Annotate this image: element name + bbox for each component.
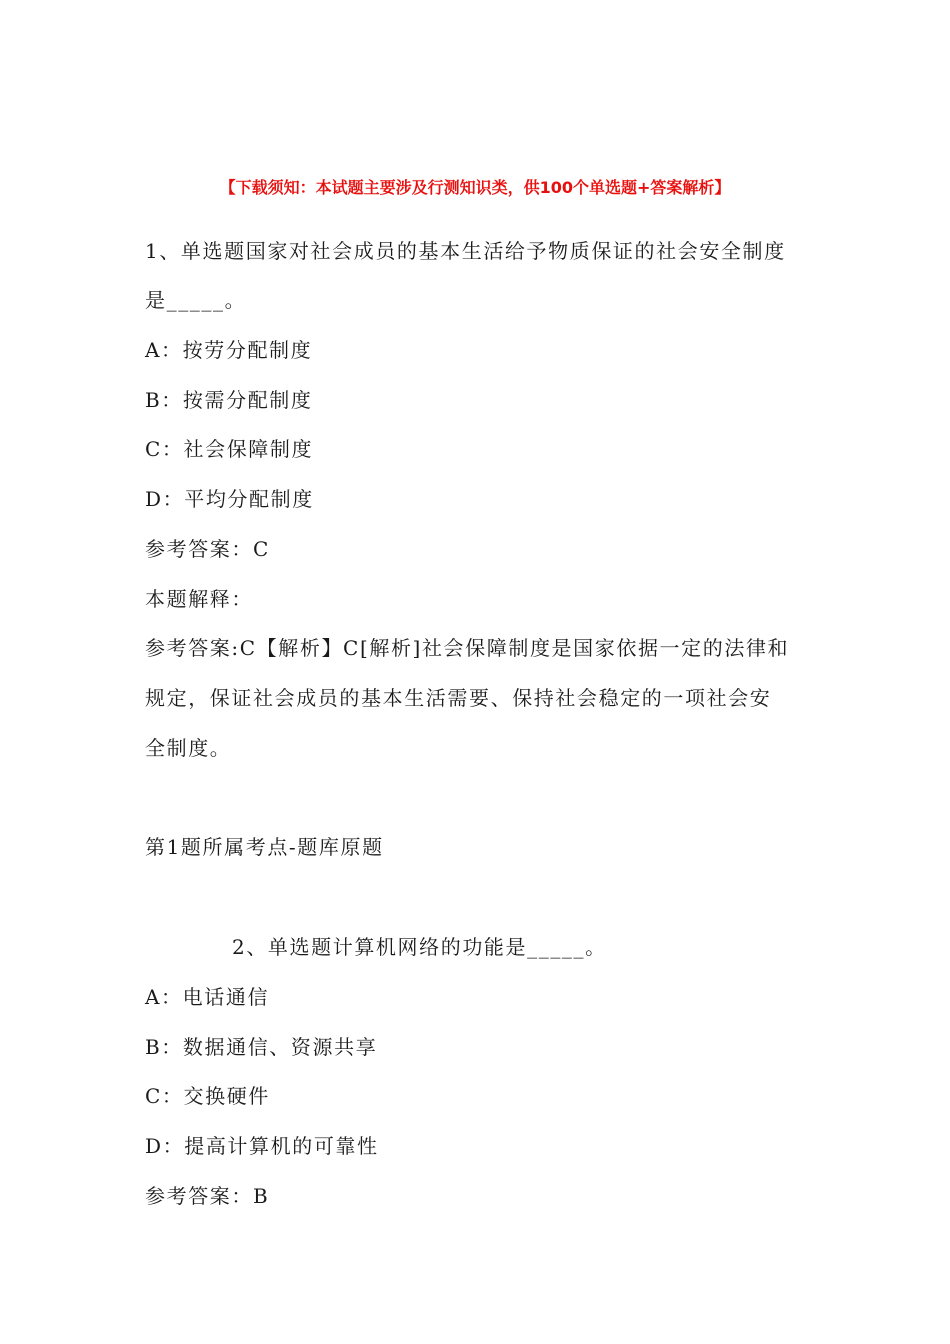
question-2-option-d: D：提高计算机的可靠性 bbox=[145, 1134, 379, 1158]
question-2-answer: 参考答案：B bbox=[145, 1184, 270, 1208]
question-1-explanation-line-1: 参考答案:C【解析】C[解析]社会保障制度是国家依据一定的法律和 bbox=[145, 636, 790, 660]
question-2-option-b: B：数据通信、资源共享 bbox=[145, 1035, 378, 1059]
download-notice: 【下载须知：本试题主要涉及行测知识类，供100个单选题+答案解析】 bbox=[219, 178, 731, 197]
question-1-explanation-line-3: 全制度。 bbox=[145, 736, 232, 760]
question-1-stem-line-2: 是_____。 bbox=[145, 288, 247, 312]
question-1-stem-line-1: 1、单选题国家对社会成员的基本生活给予物质保证的社会安全制度 bbox=[145, 239, 786, 263]
question-1-explanation-heading: 本题解释： bbox=[145, 587, 253, 611]
question-1-explanation-line-2: 规定，保证社会成员的基本生活需要、保持社会稳定的一项社会安 bbox=[145, 686, 772, 710]
question-1-option-d: D：平均分配制度 bbox=[145, 487, 314, 511]
question-1-option-c: C：社会保障制度 bbox=[145, 437, 314, 461]
question-2-option-a: A：电话通信 bbox=[145, 985, 270, 1009]
question-1-option-b: B：按需分配制度 bbox=[145, 388, 313, 412]
question-1-answer: 参考答案：C bbox=[145, 537, 270, 561]
question-1-topic: 第1题所属考点-题库原题 bbox=[145, 835, 384, 859]
question-1-option-a: A：按劳分配制度 bbox=[145, 338, 313, 362]
question-2-stem: 2、单选题计算机网络的功能是_____。 bbox=[232, 935, 607, 959]
question-2-option-c: C：交换硬件 bbox=[145, 1084, 270, 1108]
